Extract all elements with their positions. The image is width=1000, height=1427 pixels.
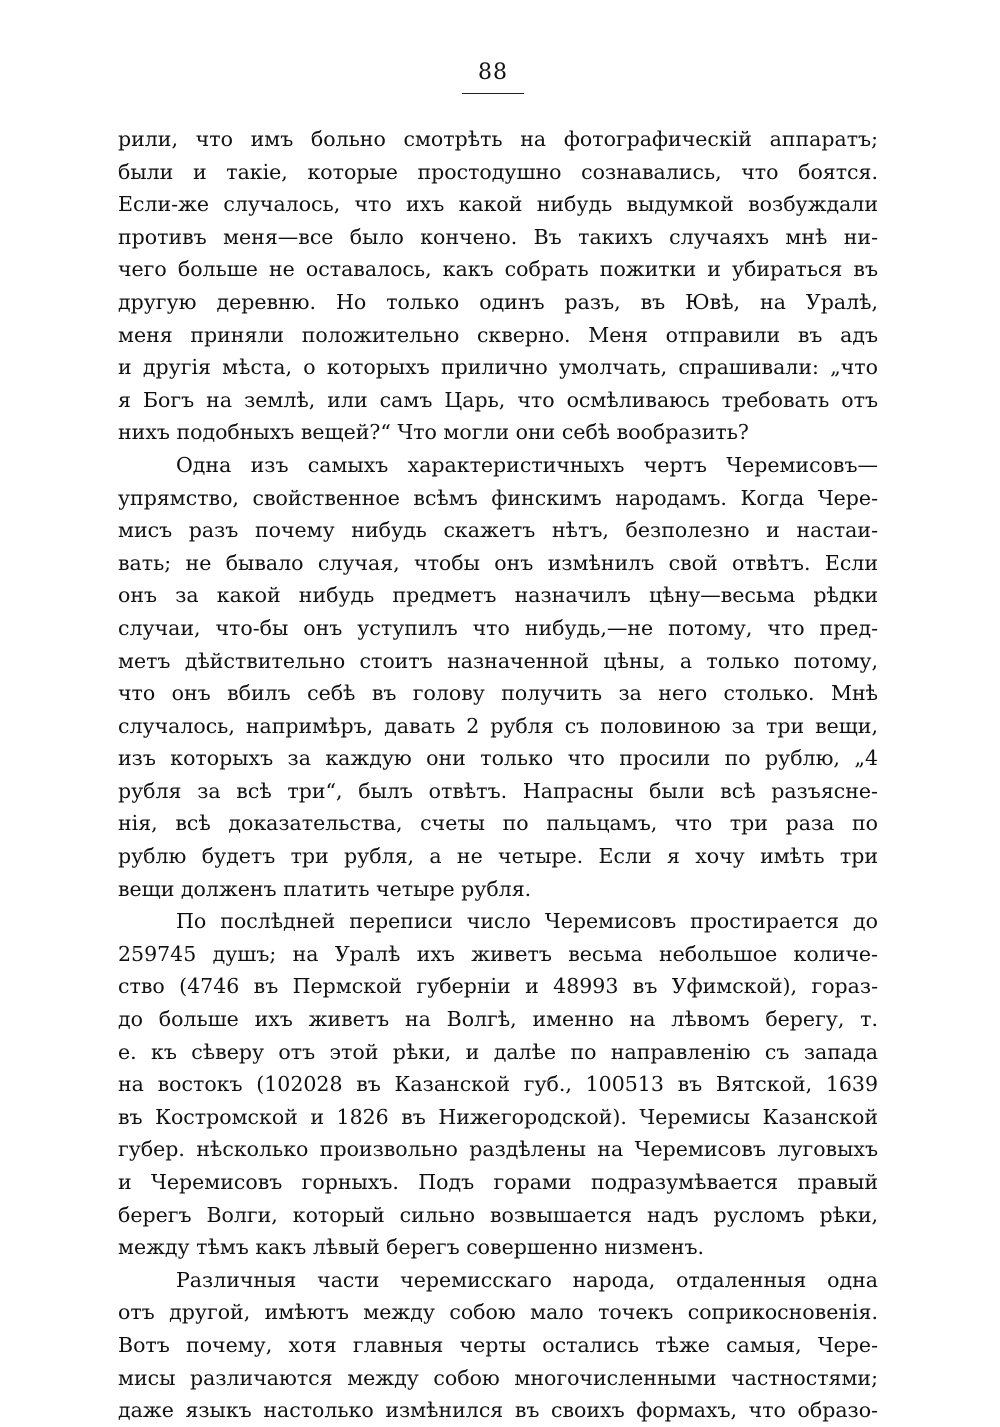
page-number-rule: [462, 93, 524, 94]
text-line: мисы различаются между собою многочисленными частностями;: [118, 1365, 878, 1390]
text-line: въ Костромской и 1826 въ Нижегородской). Черемисы Казанской: [118, 1104, 878, 1129]
text-line: вать; не бывало случая, чтобы онъ измѣнилъ свой отвѣтъ. Если: [118, 550, 878, 575]
text-line: мисъ разъ почему нибудь скажетъ нѣтъ, безполезно и настаи-: [118, 518, 878, 543]
text-line: меня приняли положительно скверно. Меня отправили въ адъ: [118, 322, 878, 347]
text-line: 259745 душъ; на Уралѣ ихъ живетъ весьма небольшое количе-: [118, 941, 878, 966]
text-line: упрямство, свойственное всѣмъ финскимъ народамъ. Когда Чере-: [118, 485, 878, 510]
text-line: чего больше не оставалось, какъ собрать пожитки и убираться въ: [118, 257, 878, 282]
text-line: другую деревню. Но только одинъ разъ, въ Ювѣ, на Уралѣ,: [118, 289, 878, 314]
text-line: Если-же случалось, что ихъ какой нибудь выдумкой возбуждали: [118, 192, 878, 217]
text-line-paragraph-end: между тѣмъ какъ лѣвый берегъ совершенно низменъ.: [118, 1235, 705, 1260]
text-line: до больше ихъ живетъ на Волгѣ, именно на лѣвомъ берегу, т.: [118, 1007, 878, 1032]
text-line-paragraph-end: вещи долженъ платить четыре рубля.: [118, 876, 532, 901]
text-line: даже языкъ настолько измѣнился въ своихъ формахъ, что образо-: [118, 1398, 878, 1423]
page-number: 88: [478, 60, 508, 85]
text-line: изъ которыхъ за каждую они только что просили по рублю, „4: [118, 746, 878, 771]
text-line: метъ дѣйствительно стоитъ назначенной цѣны, а только потому,: [118, 648, 878, 673]
text-line: были и такіе, которые простодушно сознавались, что боятся.: [118, 159, 878, 184]
text-line: рили, что имъ больно смотрѣть на фотографическій аппаратъ;: [118, 127, 878, 151]
text-line: отъ другой, имѣютъ между собою мало точекъ соприкосновенія.: [118, 1300, 878, 1325]
text-line: что онъ вбилъ себѣ въ голову получить за него столько. Мнѣ: [118, 681, 878, 706]
text-line-paragraph-start: Одна изъ самыхъ характеристичныхъ чертъ Черемисовъ—: [176, 452, 878, 477]
text-line-paragraph-end: нихъ подобныхъ вещей?“ Что могли они себѣ вообразить?: [118, 420, 749, 445]
text-line: нія, всѣ доказательства, счеты по пальцамъ, что три раза по: [118, 811, 878, 836]
body-text: [118, 123, 878, 1427]
text-line-paragraph-start: Различныя части черемисскаго народа, отдаленныя одна: [176, 1267, 878, 1292]
text-line: рубля за всѣ три“, былъ отвѣтъ. Напрасны были всѣ разъясне-: [118, 778, 878, 803]
text-line: случаи, что-бы онъ уступилъ что нибудь,—не потому, что пред-: [118, 615, 878, 640]
text-line: берегъ Волги, который сильно возвышается надъ русломъ рѣки,: [118, 1202, 878, 1227]
text-line: на востокъ (102028 въ Казанской губ., 100513 въ Вятской, 1639: [118, 1072, 878, 1097]
text-line: и другія мѣста, о которыхъ прилично умолчать, спрашивали: „что: [118, 355, 878, 380]
text-line-paragraph-start: По послѣдней переписи число Черемисовъ простирается до: [176, 909, 878, 934]
text-line: и Черемисовъ горныхъ. Подъ горами подразумѣвается правый: [118, 1170, 878, 1194]
text-line: противъ меня—все было кончено. Въ такихъ случаяхъ мнѣ ни-: [118, 224, 878, 249]
text-line: рублю будетъ три рубля, а не четыре. Если я хочу имѣть три: [118, 844, 878, 869]
text-line: е. къ сѣверу отъ этой рѣки, и далѣе по направленію съ запада: [118, 1039, 878, 1064]
text-line: Вотъ почему, хотя главныя черты остались тѣже самыя, Чере-: [118, 1332, 878, 1357]
text-line: я Богъ на землѣ, или самъ Царь, что осмѣливаюсь требовать отъ: [118, 387, 878, 412]
text-line: случалось, напримѣръ, давать 2 рубля съ половиною за три вещи,: [118, 713, 878, 738]
text-line: ство (4746 въ Пермской губерніи и 48993 въ Уфимской), гораз-: [118, 974, 878, 999]
text-line: онъ за какой нибудь предметъ назначилъ цѣну—весьма рѣдки: [118, 583, 878, 608]
text-line: губер. нѣсколько произвольно раздѣлены на Черемисовъ луговыхъ: [118, 1137, 878, 1162]
